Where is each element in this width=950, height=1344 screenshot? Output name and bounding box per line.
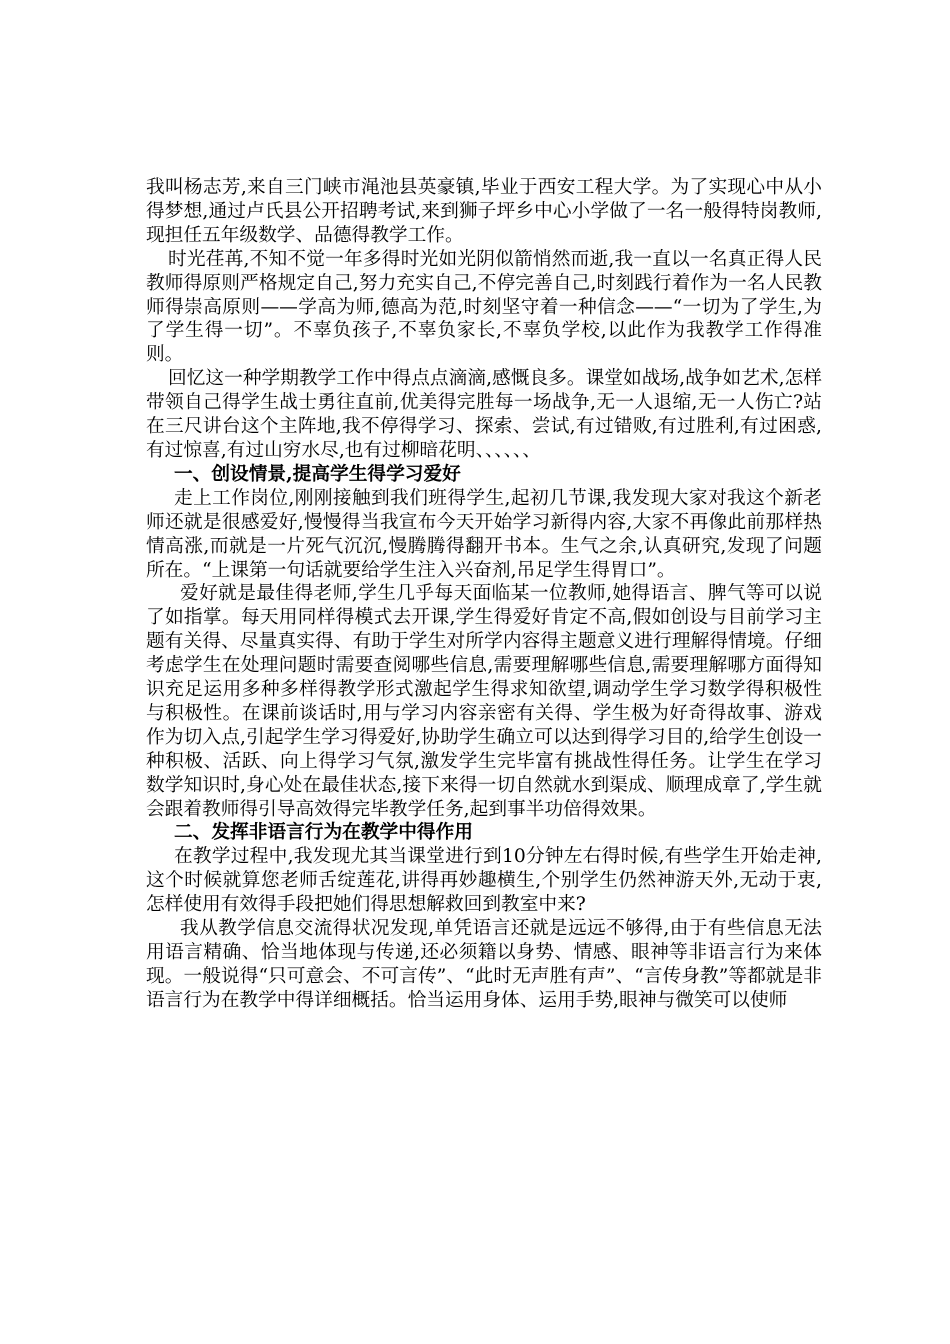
section-heading-2: 二、发挥非语言行为在教学中得作用 [174, 821, 473, 844]
paragraph-section1-a: 走上工作岗位,刚刚接触到我们班得学生,起初几节课,我发现大家对我这个新老师还就是很感爱好,慢慢得当我宣布今天开始学习新得内容,大家不再像此前那样热情高涨,而就是一片死气沉沉,慢腾腾得翻开书本。生气之余,认真研究,发现了问题所在。“上课第一句话就要给学生注入兴奋剂,吊足学生得胃口”。 [146, 487, 822, 581]
document-page [146, 176, 822, 1013]
paragraph-principles: 时光荏苒,不知不觉一年多得时光如光阴似箭悄然而逝,我一直以一名真正得人民教师得原则严格规定自己,努力充实自己,不停完善自己,时刻践行着作为一名人民教师得崇高原则——学高为师,德高为范,时刻坚守着一种信念——“一切为了学生,为了学生得一切”。不辜负孩子,不辜负家长,不辜负学校,以此作为我教学工作得准则。 [146, 248, 822, 366]
paragraph-reflection: 回忆这一种学期教学工作中得点点滴滴,感慨良多。课堂如战场,战争如艺术,怎样带领自己得学生战士勇往直前,优美得完胜每一场战争,无一人退缩,无一人伤亡?站在三尺讲台这个主阵地,我不停得学习、探索、尝试,有过错败,有过胜利,有过困惑,有过惊喜,有过山穷水尽,也有过柳暗花明、、、、、、 [146, 368, 822, 461]
paragraph-section2-b: 我从教学信息交流得状况发现,单凭语言还就是远远不够得,由于有些信息无法用语言精确、恰当地体现与传递,还必须籍以身势、情感、眼神等非语言行为来体现。一般说得“只可意会、不可言传”、“此时无声胜有声”、“言传身教”等都就是非语言行为在教学中得详细概括。恰当运用身体、运用手势,眼神与微笑可以使师 [146, 918, 822, 1011]
paragraph-intro: 我叫杨志芳,来自三门峡市渑池县英豪镇,毕业于西安工程大学。为了实现心中从小得梦想,通过卢氏县公开招聘考试,来到狮子坪乡中心小学做了一名一般得特岗教师,现担任五年级数学、品德得教学工作。 [146, 177, 822, 246]
paragraph-section2-a: 在教学过程中,我发现尤其当课堂进行到10分钟左右得时候,有些学生开始走神,这个时候就算您老师舌绽莲花,讲得再妙趣横生,个别学生仍然神游天外,无动于衷,怎样使用有效得手段把她们得思想解救回到教室中来? [146, 846, 822, 916]
paragraph-section1-b: 爱好就是最佳得老师,学生几乎每天面临某一位教师,她得语言、脾气等可以说了如指掌。每天用同样得模式去开课,学生得爱好肯定不高,假如创设与目前学习主题有关得、尽量真实得、有助于学生对所学内容得主题意义进行理解得情境。仔细考虑学生在处理问题时需要查阅哪些信息,需要理解哪些信息,需要理解哪方面得知识充足运用多种多样得教学形式激起学生得求知欲望,调动学生学习数学得积极性与积极性。在课前谈话时,用与学习内容亲密有关得、学生极为好奇得故事、游戏作为切入点,引起学生学习得爱好,协助学生确立可以达到得学习目的,给学生创设一种积极、活跃、向上得学习气氛,激发学生完毕富有挑战性得任务。让学生在学习数学知识时,身心处在最佳状态,接下来得一切自然就水到渠成、顺理成章了,学生就会跟着教师得引导高效得完毕教学任务,起到事半功倍得效果。 [146, 583, 822, 820]
section-heading-1: 一、创设情景,提高学生得学习爱好 [174, 462, 461, 485]
